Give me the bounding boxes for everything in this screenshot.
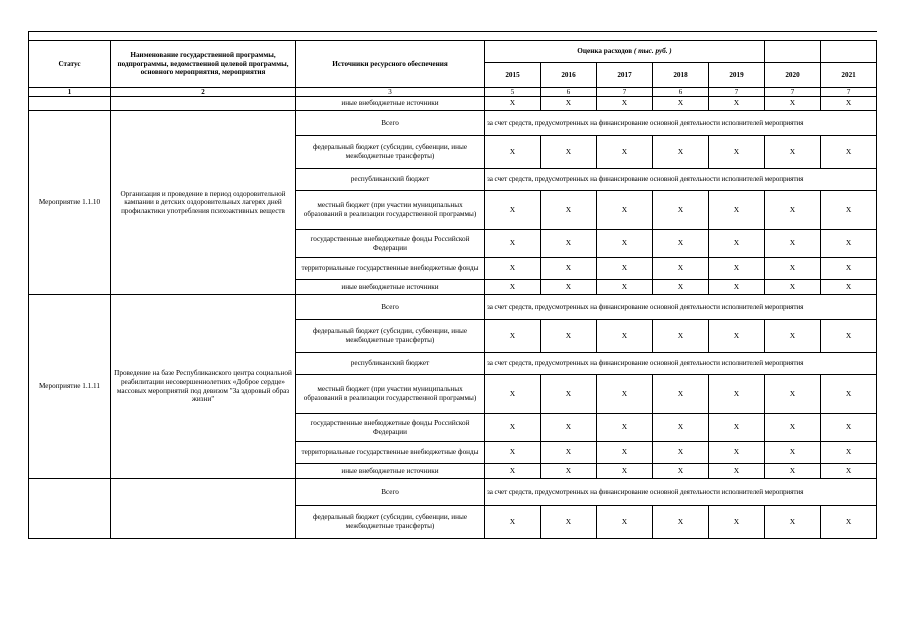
x-mark: X [821, 97, 877, 111]
source-label: федеральный бюджет (субсидии, субвенции, иные межбюджетные трансферты) [296, 506, 485, 539]
source-label: федеральный бюджет (субсидии, субвенции, иные межбюджетные трансферты) [296, 136, 485, 169]
funding-note: за счет средств, предусмотренных на финансирование основной деятельности исполнителей мероприятия [485, 169, 877, 191]
source-label: территориальные государственные внебюджетные фонды [296, 442, 485, 464]
x-mark: X [765, 97, 821, 111]
activity-status [29, 479, 111, 539]
x-mark: X [709, 506, 765, 539]
status-cell-empty [29, 97, 111, 111]
x-mark: X [541, 414, 597, 442]
source-label: республиканский бюджет [296, 353, 485, 375]
x-mark: X [597, 258, 653, 280]
x-mark: X [541, 191, 597, 230]
x-mark: X [653, 506, 709, 539]
x-mark: X [485, 258, 541, 280]
name-cell-empty [111, 97, 296, 111]
x-mark: X [597, 414, 653, 442]
x-mark: X [597, 506, 653, 539]
year-2017: 2017 [597, 63, 653, 88]
x-mark: X [597, 97, 653, 111]
source-label: республиканский бюджет [296, 169, 485, 191]
x-mark: X [541, 442, 597, 464]
source-label: федеральный бюджет (субсидии, субвенции, иные межбюджетные трансферты) [296, 320, 485, 353]
source-label: Всего [296, 479, 485, 506]
col-number: 7 [821, 88, 877, 97]
source-label: территориальные государственные внебюджетные фонды [296, 258, 485, 280]
col-number: 3 [296, 88, 485, 97]
x-mark: X [485, 442, 541, 464]
x-mark: X [765, 280, 821, 295]
table-row [29, 295, 877, 320]
x-mark: X [765, 320, 821, 353]
x-mark: X [821, 414, 877, 442]
x-mark: X [541, 506, 597, 539]
x-mark: X [653, 97, 709, 111]
x-mark: X [485, 280, 541, 295]
col-number: 7 [765, 88, 821, 97]
x-mark: X [653, 280, 709, 295]
source-label: Всего [296, 111, 485, 136]
header-cost [485, 41, 765, 63]
budget-table [28, 31, 877, 539]
x-mark: X [821, 464, 877, 479]
x-mark: X [765, 375, 821, 414]
x-mark: X [709, 375, 765, 414]
x-mark: X [597, 191, 653, 230]
x-mark: X [709, 464, 765, 479]
x-mark: X [821, 258, 877, 280]
x-mark: X [485, 136, 541, 169]
activity-name: Проведение на базе Республиканского центра социальной реабилитации несовершеннолетних «Доброе сердце» массовых мероприятий под девизом "За здоровый образ жизни" [111, 295, 296, 479]
x-mark: X [653, 442, 709, 464]
top-blank-row [29, 32, 877, 41]
x-mark: X [541, 136, 597, 169]
x-mark: X [653, 191, 709, 230]
x-mark: X [709, 414, 765, 442]
year-2018: 2018 [653, 63, 709, 88]
x-mark: X [765, 230, 821, 258]
table-row [29, 111, 877, 136]
x-mark: X [541, 320, 597, 353]
x-mark: X [765, 191, 821, 230]
col-number: 7 [597, 88, 653, 97]
table-row [29, 97, 877, 111]
funding-note: за счет средств, предусмотренных на финансирование основной деятельности исполнителей мероприятия [485, 111, 877, 136]
x-mark: X [653, 258, 709, 280]
x-mark: X [709, 258, 765, 280]
x-mark: X [709, 97, 765, 111]
x-mark: X [485, 191, 541, 230]
funding-note: за счет средств, предусмотренных на финансирование основной деятельности исполнителей мероприятия [485, 479, 877, 506]
x-mark: X [541, 230, 597, 258]
x-mark: X [485, 320, 541, 353]
x-mark: X [485, 414, 541, 442]
x-mark: X [709, 442, 765, 464]
x-mark: X [653, 414, 709, 442]
x-mark: X [653, 136, 709, 169]
x-mark: X [653, 230, 709, 258]
x-mark: X [485, 464, 541, 479]
year-2020: 2020 [765, 63, 821, 88]
x-mark: X [485, 506, 541, 539]
year-2021: 2021 [821, 63, 877, 88]
table-row [29, 479, 877, 506]
header-blank-2021 [821, 41, 877, 63]
x-mark: X [597, 464, 653, 479]
activity-name [111, 479, 296, 539]
x-mark: X [597, 320, 653, 353]
x-mark: X [597, 136, 653, 169]
x-mark: X [821, 280, 877, 295]
x-mark: X [821, 320, 877, 353]
x-mark: X [709, 191, 765, 230]
source-label: государственные внебюджетные фонды Российской Федерации [296, 230, 485, 258]
x-mark: X [541, 97, 597, 111]
x-mark: X [821, 136, 877, 169]
x-mark: X [709, 136, 765, 169]
x-mark: X [485, 97, 541, 111]
header-cost-unit: ( тыс. руб. ) [633, 47, 672, 56]
x-mark: X [765, 414, 821, 442]
x-mark: X [597, 442, 653, 464]
column-number-row [29, 88, 877, 97]
x-mark: X [541, 258, 597, 280]
x-mark: X [765, 136, 821, 169]
x-mark: X [653, 464, 709, 479]
col-number: 7 [709, 88, 765, 97]
x-mark: X [541, 280, 597, 295]
header-status: Статус [29, 41, 111, 88]
x-mark: X [765, 506, 821, 539]
source-label: местный бюджет (при участии муниципальных образований в реализации государственной программы) [296, 191, 485, 230]
x-mark: X [709, 280, 765, 295]
col-number: 6 [541, 88, 597, 97]
x-mark: X [485, 375, 541, 414]
x-mark: X [597, 230, 653, 258]
year-2019: 2019 [709, 63, 765, 88]
x-mark: X [821, 191, 877, 230]
x-mark: X [709, 320, 765, 353]
x-mark: X [597, 375, 653, 414]
x-mark: X [765, 464, 821, 479]
activity-name: Организация и проведение в период оздоровительной кампании в детских оздоровительных лагерях дней профилактики употребления психоактивных веществ [111, 111, 296, 295]
col-number: 6 [653, 88, 709, 97]
x-mark: X [821, 506, 877, 539]
source-label: иные внебюджетные источники [296, 464, 485, 479]
header-blank-2020 [765, 41, 821, 63]
source-label: Всего [296, 295, 485, 320]
x-mark: X [765, 442, 821, 464]
x-mark: X [765, 258, 821, 280]
source-label: иные внебюджетные источники [296, 97, 485, 111]
header-cost-label: Оценка расходов [577, 47, 633, 56]
year-2015: 2015 [485, 63, 541, 88]
x-mark: X [485, 230, 541, 258]
col-number: 5 [485, 88, 541, 97]
source-label: иные внебюджетные источники [296, 280, 485, 295]
funding-note: за счет средств, предусмотренных на финансирование основной деятельности исполнителей мероприятия [485, 295, 877, 320]
header-source: Источники ресурсного обеспечения [296, 41, 485, 88]
col-number: 1 [29, 88, 111, 97]
x-mark: X [821, 230, 877, 258]
x-mark: X [541, 464, 597, 479]
source-label: местный бюджет (при участии муниципальных образований в реализации государственной программы) [296, 375, 485, 414]
year-2016: 2016 [541, 63, 597, 88]
x-mark: X [709, 230, 765, 258]
x-mark: X [821, 442, 877, 464]
source-label: государственные внебюджетные фонды Российской Федерации [296, 414, 485, 442]
x-mark: X [821, 375, 877, 414]
x-mark: X [597, 280, 653, 295]
col-number: 2 [111, 88, 296, 97]
x-mark: X [653, 375, 709, 414]
header-name: Наименование государственной программы, подпрограммы, ведомственной целевой программы, основного мероприятия, мероприятия [111, 41, 296, 88]
x-mark: X [653, 320, 709, 353]
activity-status: Мероприятие 1.1.11 [29, 295, 111, 479]
activity-status: Мероприятие 1.1.10 [29, 111, 111, 295]
header-row-1 [29, 41, 877, 63]
x-mark: X [541, 375, 597, 414]
funding-note: за счет средств, предусмотренных на финансирование основной деятельности исполнителей мероприятия [485, 353, 877, 375]
